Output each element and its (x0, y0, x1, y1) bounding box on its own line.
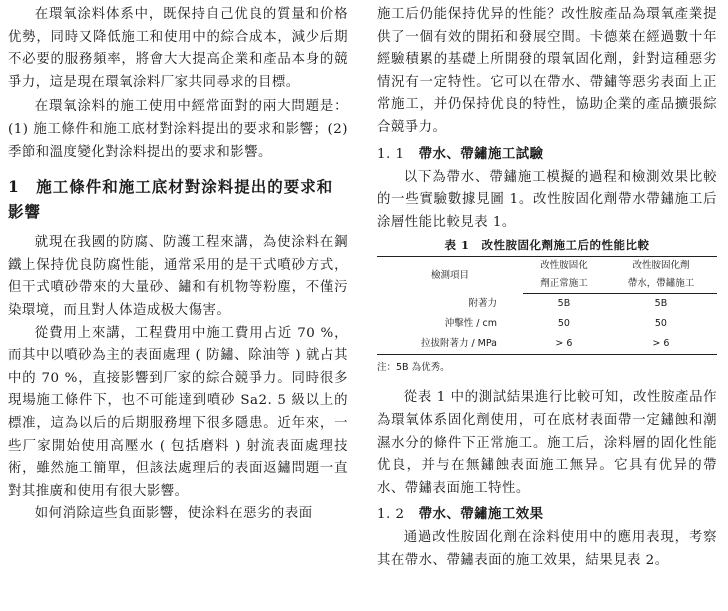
subsection-title: 帶水、帶鏽施工試驗 (418, 145, 544, 162)
subsection-heading (377, 144, 717, 165)
table-caption: 表 1 改性胺固化劑施工后的性能比較 (444, 238, 650, 253)
table-row (377, 294, 717, 315)
table-note: 注：5B 為优秀。 (377, 362, 450, 374)
paragraph: 在環氧涂料体系中，既保持自己优良的質量和价格优勢，同時又降低施工和使用中的綜合成本，減少后期不必要的服務頻率，將會大大提高企業和產品本身的競爭力，這是現在環氧涂料厂家共同尋求的目標。 (8, 7, 348, 90)
paragraph: 如何消除這些負面影響，使涂料在惡劣的表面 (34, 506, 313, 522)
table-cell-item: 拉拔附著力 / MPa (377, 334, 523, 355)
paragraph: 從費用上來講，工程費用中施工費用占近 70 %，而其中以噴砂為主的表面處理 ( 防鏽、除油等 ) 就占其中的 70 %，直接影響到厂家的綜合競爭力。同時很多現場施工條件下，也不可能達到噴砂 Sa2. 5 級以上的標准，這為以后的后期服務埋下很多隱患。近年來，一些厂家開始使用高壓水 ( 包括磨料 ) 射流表面處理技術，雖然施工簡單，但該法處理后的表面返鏽問題一直對其推廣和使用有很大影響。 (8, 325, 348, 499)
subsection-number: 1. 2 (377, 507, 405, 523)
paragraph: 以下為帶水、帶鏽施工模擬的過程和檢測效果比較的一些實驗數據見圖 1。改性胺固化劑帶水帶鏽施工后涂層性能比較見表 1。 (377, 169, 717, 230)
table-cell: 50 (557, 318, 570, 330)
right-column (377, 4, 717, 573)
paragraph: 施工后仍能保持优异的性能？改性胺產品為環氧產業提供了一個有效的開拓和發展空間。卡德萊在經過數十年經驗積累的基礎上所開發的環氧固化劑，針對這種惡劣情況有一定特性。它可以在帶水、帶鏽等惡劣表面上正常施工，并仍保持优良的特性，協助企業的產品擴張綜合競爭力。 (377, 7, 717, 135)
table-row (377, 314, 717, 334)
table-cell: > 6 (605, 334, 717, 355)
table-cell: 5B (557, 298, 571, 310)
table-cell-item: 附著力 (468, 298, 497, 310)
paragraph: 在環氧涂料的施工使用中經常面對的兩大問題是：(1) 施工條件和施工底材對涂料提出的要求和影響；(2) 季節和溫度變化對涂料提出的要求和影響。 (8, 99, 348, 160)
paragraph: 就現在我國的防腐、防護工程來講，為使涂料在鋼鐵上保持优良防腐性能，通常采用的是干式噴砂方式，但干式噴砂帶來的大量砂、鏽和有机物等粉塵，不僅污染環境，而且對人体造成极大傷害。 (8, 235, 348, 318)
subsection-heading (377, 504, 717, 525)
table-header-normal-l2: 劑正常施工 (523, 275, 605, 294)
subsection-title: 帶水、帶鏽施工效果 (418, 506, 544, 523)
paragraph: 從表 1 中的測試結果進行比較可知，改性胺產品作為環氧体系固化劑使用，可在底材表面帶一定鏽蝕和潮濕水分的條件下正常施工。施工后，涂料層的固化性能优良，并与在無鏽蝕表面施工無异。它具有优异的帶水、帶鏽表面施工特性。 (377, 390, 717, 496)
table-header-normal-l1: 改性胺固化 (523, 257, 605, 276)
paragraph: 通過改性胺固化劑在涂料使用中的應用表現，考察其在帶水、帶鏽表面的施工效果，結果見表 2。 (377, 530, 717, 568)
table-cell: > 6 (523, 334, 605, 355)
table-header-wet-l1: 改性胺固化劑 (605, 257, 717, 276)
results-table (377, 256, 717, 355)
table-cell: 5B (654, 298, 668, 310)
table-row (377, 334, 717, 355)
left-column (8, 4, 348, 526)
table-header-item: 檢測項目 (377, 257, 523, 294)
table-cell-item: 沖擊性 / cm (444, 318, 497, 330)
table-header-wet-l2: 帶水，帶鏽施工 (605, 275, 717, 294)
table-cell: 50 (654, 318, 667, 330)
subsection-number: 1. 1 (377, 146, 405, 162)
section-heading: 1 施工條件和施工底材對涂料提出的要求和影響 (8, 177, 334, 222)
